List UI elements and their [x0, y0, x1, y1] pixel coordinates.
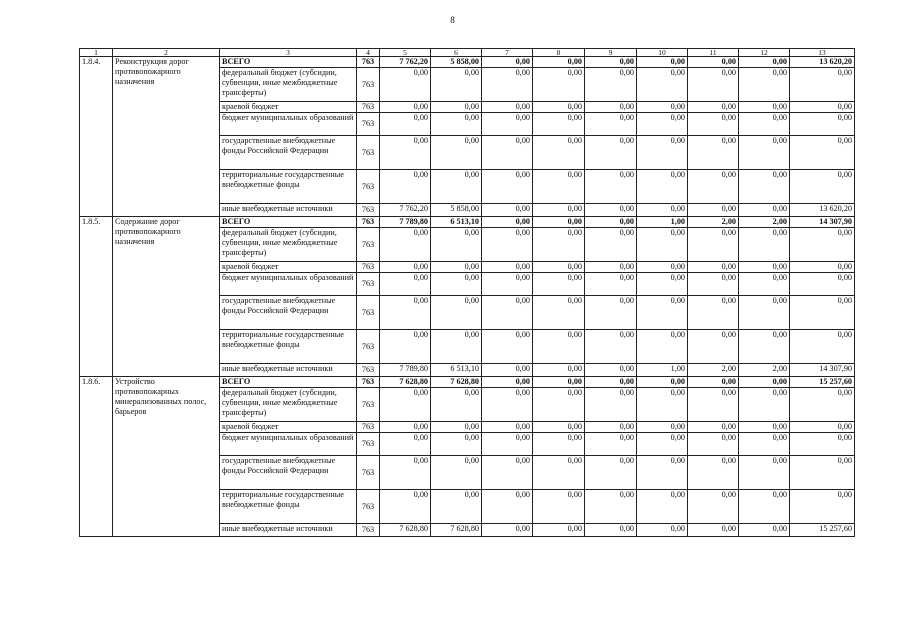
- value-cell: 0,00: [585, 524, 637, 537]
- column-header: 11: [688, 49, 739, 57]
- value-cell: 0,00: [688, 490, 739, 524]
- value-cell: 0,00: [637, 113, 688, 136]
- value-cell: 0,00: [585, 136, 637, 170]
- value-cell: 0,00: [790, 170, 855, 204]
- admin-code: 763: [357, 524, 380, 537]
- value-cell: 0,00: [431, 68, 482, 102]
- value-cell: 0,00: [431, 388, 482, 422]
- value-cell: 0,00: [533, 228, 585, 262]
- value-cell: 0,00: [739, 262, 790, 273]
- funding-source: федеральный бюджет (субсидии, субвенции, иные межбюджетные трансферты): [220, 388, 357, 422]
- column-header: 7: [482, 49, 533, 57]
- value-cell: 0,00: [380, 136, 431, 170]
- admin-code: 763: [357, 113, 380, 136]
- value-cell: 13 620,20: [790, 204, 855, 217]
- admin-code: 763: [357, 273, 380, 296]
- value-cell: 0,00: [431, 456, 482, 490]
- section-total-row: [80, 217, 855, 228]
- column-header: 9: [585, 49, 637, 57]
- value-cell: 0,00: [688, 422, 739, 433]
- admin-code: 763: [357, 68, 380, 102]
- value-cell: 0,00: [533, 388, 585, 422]
- admin-code: 763: [357, 228, 380, 262]
- value-cell: 0,00: [380, 422, 431, 433]
- admin-code: 763: [357, 262, 380, 273]
- value-cell: 0,00: [533, 433, 585, 456]
- value-cell: 0,00: [739, 422, 790, 433]
- funding-source: иные внебюджетные источники: [220, 364, 357, 377]
- value-cell: 0,00: [533, 296, 585, 330]
- value-cell: 0,00: [790, 136, 855, 170]
- value-cell: 6 513,10: [431, 217, 482, 228]
- admin-code: 763: [357, 102, 380, 113]
- value-cell: 7 789,80: [380, 364, 431, 377]
- value-cell: 0,00: [482, 490, 533, 524]
- section-number: 1.8.6.: [80, 377, 113, 537]
- value-cell: 13 620,20: [790, 57, 855, 68]
- value-cell: 14 307,90: [790, 364, 855, 377]
- value-cell: 0,00: [380, 113, 431, 136]
- funding-source: государственные внебюджетные фонды Российской Федерации: [220, 456, 357, 490]
- value-cell: 0,00: [688, 524, 739, 537]
- value-cell: 0,00: [585, 364, 637, 377]
- value-cell: 7 628,80: [380, 377, 431, 388]
- admin-code: 763: [357, 422, 380, 433]
- value-cell: 0,00: [790, 228, 855, 262]
- funding-source: бюджет муниципальных образований: [220, 273, 357, 296]
- value-cell: 0,00: [688, 102, 739, 113]
- value-cell: 0,00: [533, 57, 585, 68]
- value-cell: 0,00: [482, 228, 533, 262]
- admin-code: 763: [357, 433, 380, 456]
- admin-code: 763: [357, 204, 380, 217]
- column-header: 5: [380, 49, 431, 57]
- value-cell: 0,00: [482, 170, 533, 204]
- value-cell: 0,00: [790, 262, 855, 273]
- value-cell: 6 513,10: [431, 364, 482, 377]
- value-cell: 0,00: [637, 68, 688, 102]
- value-cell: 7 628,80: [431, 377, 482, 388]
- value-cell: 0,00: [380, 456, 431, 490]
- value-cell: 0,00: [688, 68, 739, 102]
- value-cell: 0,00: [585, 217, 637, 228]
- value-cell: 0,00: [380, 388, 431, 422]
- value-cell: 15 257,60: [790, 377, 855, 388]
- value-cell: 0,00: [533, 364, 585, 377]
- value-cell: 0,00: [585, 456, 637, 490]
- funding-source: иные внебюджетные источники: [220, 204, 357, 217]
- funding-source: бюджет муниципальных образований: [220, 433, 357, 456]
- value-cell: 0,00: [688, 433, 739, 456]
- value-cell: 0,00: [637, 102, 688, 113]
- value-cell: 0,00: [533, 204, 585, 217]
- value-cell: 0,00: [482, 364, 533, 377]
- admin-code: 763: [357, 217, 380, 228]
- value-cell: 0,00: [739, 330, 790, 364]
- column-header: 3: [220, 49, 357, 57]
- value-cell: 0,00: [533, 170, 585, 204]
- column-header: 8: [533, 49, 585, 57]
- value-cell: 0,00: [739, 57, 790, 68]
- column-header: 10: [637, 49, 688, 57]
- value-cell: 0,00: [637, 273, 688, 296]
- value-cell: 0,00: [585, 102, 637, 113]
- value-cell: 7 628,80: [380, 524, 431, 537]
- value-cell: 0,00: [790, 273, 855, 296]
- value-cell: 0,00: [533, 68, 585, 102]
- value-cell: 0,00: [482, 273, 533, 296]
- value-cell: 2,00: [688, 364, 739, 377]
- value-cell: 7 789,80: [380, 217, 431, 228]
- value-cell: 0,00: [790, 330, 855, 364]
- value-cell: 0,00: [380, 170, 431, 204]
- value-cell: 0,00: [688, 113, 739, 136]
- value-cell: 0,00: [585, 433, 637, 456]
- value-cell: 0,00: [431, 422, 482, 433]
- value-cell: 0,00: [431, 273, 482, 296]
- value-cell: 0,00: [637, 262, 688, 273]
- value-cell: 0,00: [431, 136, 482, 170]
- value-cell: 0,00: [739, 113, 790, 136]
- funding-source: краевой бюджет: [220, 422, 357, 433]
- value-cell: 0,00: [533, 273, 585, 296]
- value-cell: 0,00: [688, 170, 739, 204]
- value-cell: 0,00: [482, 262, 533, 273]
- value-cell: 0,00: [637, 433, 688, 456]
- value-cell: 0,00: [739, 433, 790, 456]
- value-cell: 0,00: [482, 136, 533, 170]
- section-total-row: [80, 377, 855, 388]
- value-cell: 0,00: [585, 57, 637, 68]
- value-cell: 0,00: [637, 296, 688, 330]
- value-cell: 0,00: [533, 113, 585, 136]
- value-cell: 0,00: [637, 228, 688, 262]
- value-cell: 0,00: [585, 273, 637, 296]
- value-cell: 0,00: [637, 170, 688, 204]
- admin-code: 763: [357, 490, 380, 524]
- value-cell: 0,00: [688, 273, 739, 296]
- value-cell: 0,00: [431, 228, 482, 262]
- value-cell: 0,00: [739, 170, 790, 204]
- value-cell: 0,00: [482, 102, 533, 113]
- value-cell: 7 762,20: [380, 204, 431, 217]
- value-cell: 0,00: [482, 330, 533, 364]
- value-cell: 0,00: [585, 170, 637, 204]
- value-cell: 0,00: [739, 228, 790, 262]
- value-cell: 0,00: [790, 388, 855, 422]
- value-cell: 0,00: [380, 433, 431, 456]
- value-cell: 1,00: [637, 364, 688, 377]
- value-cell: 0,00: [533, 524, 585, 537]
- value-cell: 0,00: [585, 262, 637, 273]
- value-cell: 0,00: [380, 330, 431, 364]
- admin-code: 763: [357, 57, 380, 68]
- value-cell: 0,00: [688, 57, 739, 68]
- column-header: 1: [80, 49, 113, 57]
- column-header: 2: [113, 49, 220, 57]
- value-cell: 0,00: [482, 217, 533, 228]
- funding-source: федеральный бюджет (субсидии, субвенции, иные межбюджетные трансферты): [220, 228, 357, 262]
- value-cell: 0,00: [431, 296, 482, 330]
- value-cell: 0,00: [739, 68, 790, 102]
- value-cell: 0,00: [431, 490, 482, 524]
- value-cell: 0,00: [637, 57, 688, 68]
- value-cell: 0,00: [482, 422, 533, 433]
- column-header: 13: [790, 49, 855, 57]
- funding-source: краевой бюджет: [220, 262, 357, 273]
- value-cell: 0,00: [431, 113, 482, 136]
- admin-code: 763: [357, 388, 380, 422]
- value-cell: 0,00: [739, 388, 790, 422]
- value-cell: 0,00: [790, 433, 855, 456]
- value-cell: 0,00: [482, 377, 533, 388]
- value-cell: 0,00: [739, 273, 790, 296]
- value-cell: 0,00: [585, 422, 637, 433]
- value-cell: 0,00: [790, 68, 855, 102]
- value-cell: 0,00: [380, 68, 431, 102]
- value-cell: 0,00: [585, 296, 637, 330]
- value-cell: 0,00: [688, 388, 739, 422]
- funding-source: территориальные государственные внебюджетные фонды: [220, 490, 357, 524]
- value-cell: 0,00: [739, 204, 790, 217]
- value-cell: 0,00: [533, 422, 585, 433]
- value-cell: 0,00: [585, 204, 637, 217]
- value-cell: 0,00: [688, 262, 739, 273]
- value-cell: 0,00: [585, 388, 637, 422]
- value-cell: 0,00: [533, 102, 585, 113]
- value-cell: 2,00: [739, 217, 790, 228]
- value-cell: 0,00: [585, 228, 637, 262]
- value-cell: 0,00: [790, 102, 855, 113]
- funding-source: государственные внебюджетные фонды Российской Федерации: [220, 296, 357, 330]
- value-cell: 5 858,00: [431, 57, 482, 68]
- value-cell: 0,00: [482, 204, 533, 217]
- value-cell: 0,00: [431, 433, 482, 456]
- value-cell: 0,00: [637, 377, 688, 388]
- value-cell: 0,00: [482, 113, 533, 136]
- value-cell: 15 257,60: [790, 524, 855, 537]
- section-name: Содержание дорог противопожарного назначения: [113, 217, 220, 377]
- value-cell: 0,00: [688, 296, 739, 330]
- value-cell: 0,00: [482, 433, 533, 456]
- funding-source: федеральный бюджет (субсидии, субвенции, иные межбюджетные трансферты): [220, 68, 357, 102]
- value-cell: 0,00: [688, 204, 739, 217]
- admin-code: 763: [357, 170, 380, 204]
- value-cell: 0,00: [380, 296, 431, 330]
- value-cell: 0,00: [431, 102, 482, 113]
- value-cell: 0,00: [380, 273, 431, 296]
- admin-code: 763: [357, 377, 380, 388]
- value-cell: 0,00: [380, 262, 431, 273]
- value-cell: 0,00: [585, 113, 637, 136]
- value-cell: 0,00: [533, 456, 585, 490]
- value-cell: 2,00: [739, 364, 790, 377]
- value-cell: 0,00: [585, 377, 637, 388]
- value-cell: 0,00: [585, 330, 637, 364]
- value-cell: 0,00: [585, 68, 637, 102]
- value-cell: 0,00: [637, 388, 688, 422]
- value-cell: 0,00: [637, 136, 688, 170]
- value-cell: 0,00: [790, 422, 855, 433]
- value-cell: 0,00: [533, 330, 585, 364]
- value-cell: 0,00: [482, 524, 533, 537]
- value-cell: 14 307,90: [790, 217, 855, 228]
- budget-table: [79, 48, 855, 537]
- value-cell: 0,00: [482, 456, 533, 490]
- value-cell: 0,00: [380, 228, 431, 262]
- column-header: 4: [357, 49, 380, 57]
- value-cell: 0,00: [790, 113, 855, 136]
- value-cell: 0,00: [533, 377, 585, 388]
- section-name: Реконструкция дорог противопожарного назначения: [113, 57, 220, 217]
- section-number: 1.8.5.: [80, 217, 113, 377]
- value-cell: 7 762,20: [380, 57, 431, 68]
- funding-source: иные внебюджетные источники: [220, 524, 357, 537]
- admin-code: 763: [357, 330, 380, 364]
- value-cell: 0,00: [637, 490, 688, 524]
- value-cell: 0,00: [533, 490, 585, 524]
- value-cell: 0,00: [637, 422, 688, 433]
- funding-source: территориальные государственные внебюджетные фонды: [220, 170, 357, 204]
- value-cell: 0,00: [482, 388, 533, 422]
- admin-code: 763: [357, 456, 380, 490]
- value-cell: 0,00: [380, 490, 431, 524]
- value-cell: 5 858,00: [431, 204, 482, 217]
- value-cell: 1,00: [637, 217, 688, 228]
- value-cell: 0,00: [739, 524, 790, 537]
- value-cell: 0,00: [533, 262, 585, 273]
- value-cell: 0,00: [739, 456, 790, 490]
- funding-source: территориальные государственные внебюджетные фонды: [220, 330, 357, 364]
- funding-source: ВСЕГО: [220, 377, 357, 388]
- admin-code: 763: [357, 364, 380, 377]
- value-cell: 0,00: [482, 296, 533, 330]
- value-cell: 0,00: [790, 456, 855, 490]
- value-cell: 0,00: [739, 102, 790, 113]
- column-header: 12: [739, 49, 790, 57]
- value-cell: 0,00: [637, 204, 688, 217]
- value-cell: 0,00: [482, 68, 533, 102]
- value-cell: 0,00: [637, 330, 688, 364]
- value-cell: 0,00: [688, 228, 739, 262]
- value-cell: 2,00: [688, 217, 739, 228]
- value-cell: 0,00: [790, 296, 855, 330]
- value-cell: 0,00: [688, 136, 739, 170]
- section-name: Устройство противопожарных минерализованных полос, барьеров: [113, 377, 220, 537]
- admin-code: 763: [357, 136, 380, 170]
- admin-code: 763: [357, 296, 380, 330]
- value-cell: 0,00: [739, 490, 790, 524]
- column-header: 6: [431, 49, 482, 57]
- funding-source: ВСЕГО: [220, 57, 357, 68]
- section-number: 1.8.4.: [80, 57, 113, 217]
- value-cell: 0,00: [790, 490, 855, 524]
- value-cell: 0,00: [482, 57, 533, 68]
- value-cell: 0,00: [739, 296, 790, 330]
- value-cell: 0,00: [637, 456, 688, 490]
- funding-source: бюджет муниципальных образований: [220, 113, 357, 136]
- value-cell: 0,00: [431, 330, 482, 364]
- value-cell: 0,00: [431, 262, 482, 273]
- funding-source: государственные внебюджетные фонды Российской Федерации: [220, 136, 357, 170]
- value-cell: 0,00: [533, 136, 585, 170]
- value-cell: 7 628,80: [431, 524, 482, 537]
- value-cell: 0,00: [533, 217, 585, 228]
- value-cell: 0,00: [380, 102, 431, 113]
- value-cell: 0,00: [739, 377, 790, 388]
- value-cell: 0,00: [688, 377, 739, 388]
- value-cell: 0,00: [739, 136, 790, 170]
- value-cell: 0,00: [688, 330, 739, 364]
- value-cell: 0,00: [585, 490, 637, 524]
- value-cell: 0,00: [431, 170, 482, 204]
- value-cell: 0,00: [637, 524, 688, 537]
- table-body: [80, 49, 855, 537]
- value-cell: 0,00: [688, 456, 739, 490]
- section-total-row: [80, 57, 855, 68]
- funding-source: краевой бюджет: [220, 102, 357, 113]
- column-number-row: [80, 49, 855, 57]
- funding-source: ВСЕГО: [220, 217, 357, 228]
- page-number: 8: [450, 15, 455, 25]
